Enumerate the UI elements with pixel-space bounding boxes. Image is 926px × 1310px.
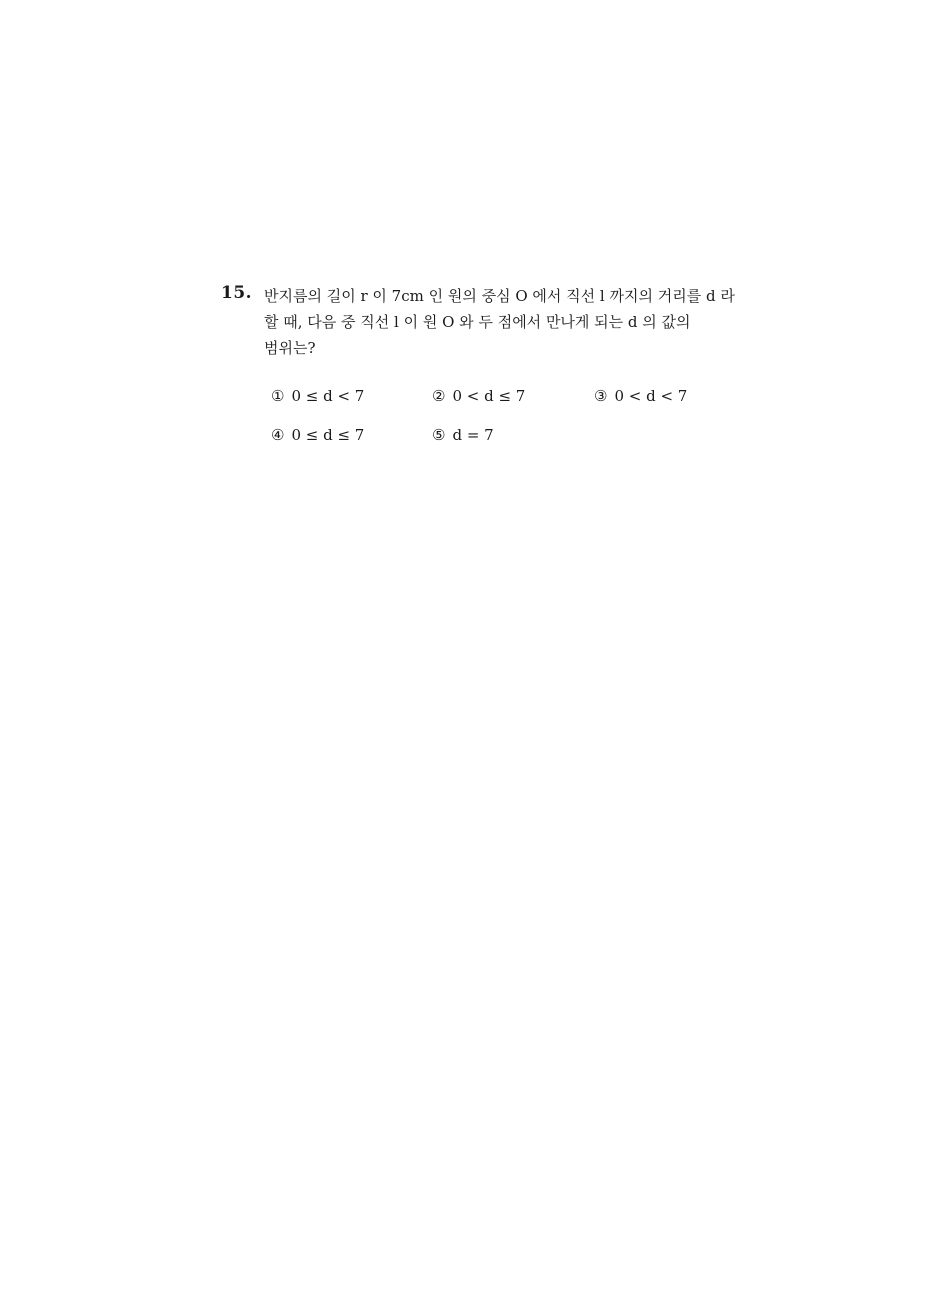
question-number: 15. — [221, 283, 253, 303]
choice-expression: 0 ≤ d < 7 — [291, 387, 365, 405]
choice-marker: ① — [271, 387, 285, 405]
choice-1[interactable] — [271, 386, 364, 406]
question-stem-line: 할 때, 다음 중 직선 l 이 원 O 와 두 점에서 만나게 되는 d 의 값의 — [264, 313, 691, 331]
choice-2[interactable] — [432, 386, 525, 406]
question-stem-line: 범위는? — [264, 339, 316, 357]
choice-expression: 0 ≤ d ≤ 7 — [291, 426, 365, 444]
choice-expression: 0 < d < 7 — [614, 387, 688, 405]
question-stem — [264, 283, 764, 361]
choice-expression: 0 < d ≤ 7 — [452, 387, 526, 405]
choice-marker: ② — [432, 387, 446, 405]
choice-marker: ⑤ — [432, 426, 446, 444]
choice-3[interactable] — [594, 386, 687, 406]
choice-marker: ④ — [271, 426, 285, 444]
choice-5[interactable] — [432, 425, 494, 445]
answer-choices — [271, 384, 751, 454]
choice-expression: d = 7 — [452, 426, 494, 444]
choice-4[interactable] — [271, 425, 364, 445]
question-stem-line: 반지름의 길이 r 이 7cm 인 원의 중심 O 에서 직선 l 까지의 거리를 d 라 — [264, 287, 735, 305]
choice-marker: ③ — [594, 387, 608, 405]
